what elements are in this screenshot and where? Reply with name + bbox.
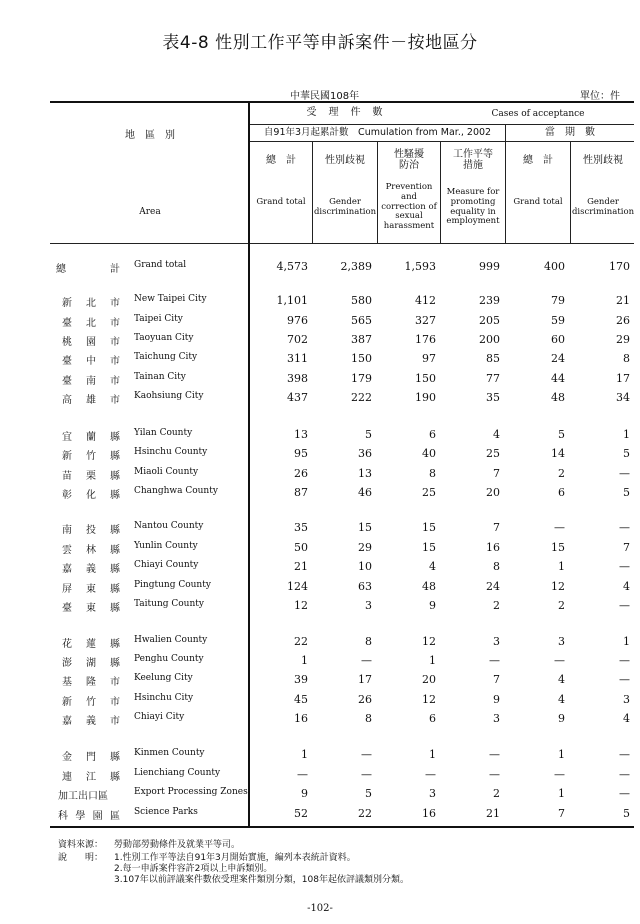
notes [58,840,409,886]
cell-value: — [489,748,500,761]
col-total-zh: 總 計 [266,155,296,166]
col-gender-en: Gender discrimination [313,197,377,217]
cell-value: 16 [294,712,308,725]
cell-value: 14 [551,447,565,460]
cell-value: 5 [623,486,630,499]
cell-value: 702 [287,333,308,346]
cell-value: 1 [301,748,308,761]
cell-value: 6 [429,428,436,441]
cell-value: 124 [287,580,308,593]
row-name-en: Taitung County [134,599,204,609]
col-current-gender-en: Gender discrimination [571,197,635,217]
header-rule-1 [250,124,634,125]
cell-value: 387 [351,333,372,346]
cell-value: 4 [558,693,565,706]
year-label: 中華民國108年 [290,91,360,102]
row-name-en: Nantou County [134,521,204,531]
cell-value: 9 [301,787,308,800]
table-row [0,428,640,444]
row-name-en: Kaohsiung City [134,391,204,401]
row-name-en: Taoyuan City [134,333,194,343]
table-row [0,712,640,728]
page-number: -102- [307,903,333,914]
cell-value: 2 [493,599,500,612]
cell-value: 50 [294,541,308,554]
cell-value: 4 [623,712,630,725]
cell-value: 21 [616,294,630,307]
cell-value: 79 [551,294,565,307]
col-divider-3 [440,141,441,243]
cell-value: — [361,654,372,667]
cell-value: 239 [479,294,500,307]
cell-value: 39 [294,673,308,686]
cell-value: 7 [493,467,500,480]
col-harass-en: Prevention and correction of sexual harassment [381,182,437,232]
cell-value: 12 [422,635,436,648]
row-name-zh: 澎 湖 縣 [62,658,120,669]
cell-value: 8 [493,560,500,573]
cell-value: 85 [486,352,500,365]
cell-value: 1 [623,428,630,441]
cell-value: 77 [486,372,500,385]
cell-value: 190 [415,391,436,404]
cell-value: 2 [558,467,565,480]
cell-value: — [361,748,372,761]
cell-value: 170 [609,260,630,273]
row-name-zh: 科 學 園 區 [58,811,120,822]
cell-value: 222 [351,391,372,404]
cell-value: 40 [422,447,436,460]
cell-value: 5 [365,428,372,441]
row-name-en: Chiayi County [134,560,199,570]
table-row [0,654,640,670]
row-name-zh: 桃 園 市 [62,337,120,348]
cell-value: 976 [287,314,308,327]
cell-value: — [554,521,565,534]
table-row [0,580,640,596]
table-row [0,447,640,463]
acceptance-header-zh: 受 理 件 數 [306,107,384,118]
row-name-zh: 苗 栗 縣 [62,471,120,482]
row-name-zh: 彰 化 縣 [62,490,120,501]
cell-value: 999 [479,260,500,273]
cell-value: 3 [493,712,500,725]
cell-value: 7 [493,521,500,534]
cell-value: 6 [558,486,565,499]
row-name-zh: 連 江 縣 [62,772,120,783]
cell-value: 20 [422,673,436,686]
table-row [0,333,640,349]
cell-value: 5 [365,787,372,800]
cell-value: 1,101 [276,294,308,307]
row-name-en: Yunlin County [134,541,198,551]
table-row [0,467,640,483]
cell-value: 48 [551,391,565,404]
row-name-zh: 雲 林 縣 [62,545,120,556]
cell-value: 15 [422,521,436,534]
table-row [0,599,640,615]
cell-value: 3 [493,635,500,648]
cell-value: 46 [358,486,372,499]
row-name-en: New Taipei City [134,294,207,304]
cell-value: 4 [558,673,565,686]
cell-value: 25 [422,486,436,499]
row-name-en: Yilan County [134,428,193,438]
cell-value: — [489,654,500,667]
cell-value: 179 [351,372,372,385]
cell-value: 4 [429,560,436,573]
cell-value: — [489,768,500,781]
row-name-en: Chiayi City [134,712,185,722]
col-divider-4 [505,124,506,243]
row-name-en: Taipei City [134,314,183,324]
cell-value: 16 [486,541,500,554]
cell-value: 35 [486,391,500,404]
cell-value: 95 [294,447,308,460]
header-bottom-rule [50,243,634,244]
table-row [0,372,640,388]
cell-value: 3 [558,635,565,648]
row-name-en: Grand total [134,260,187,270]
cell-value: 12 [551,580,565,593]
cell-value: 12 [422,693,436,706]
row-name-zh: 新 竹 縣 [62,451,120,462]
cell-value: 34 [616,391,630,404]
cell-value: 200 [479,333,500,346]
cell-value: 1 [429,748,436,761]
cell-value: 4,573 [276,260,308,273]
cell-value: 59 [551,314,565,327]
cell-value: 205 [479,314,500,327]
cell-value: 12 [294,599,308,612]
table-top-rule [50,101,634,103]
cell-value: — [619,748,630,761]
cell-value: 3 [623,693,630,706]
row-name-zh: 基 隆 市 [62,677,120,688]
cell-value: 29 [616,333,630,346]
table-row [0,560,640,576]
cell-value: 36 [358,447,372,460]
row-name-en: Penghu County [134,654,204,664]
cell-value: 4 [623,580,630,593]
cell-value: 1 [623,635,630,648]
cell-value: 7 [623,541,630,554]
cell-value: 20 [486,486,500,499]
cell-value: 26 [294,467,308,480]
cell-value: 52 [294,807,308,820]
row-name-zh: 新 北 市 [62,298,120,309]
table-row [0,486,640,502]
row-name-zh: 嘉 義 縣 [62,564,120,575]
source-label: 資料來源： [58,840,104,850]
cell-value: 1,593 [404,260,436,273]
cell-value: 29 [358,541,372,554]
col-equality-zh: 工作平等措施 [453,149,493,171]
cell-value: 8 [623,352,630,365]
table-row [0,352,640,368]
row-name-en: Export Processing Zones [134,787,248,797]
cell-value: 22 [294,635,308,648]
cell-value: — [619,654,630,667]
note-2: 2.每一申訴案件容許2項以上申訴類別。 [114,864,273,874]
cell-value: — [619,599,630,612]
cell-value: 21 [486,807,500,820]
cell-value: 412 [415,294,436,307]
cell-value: 9 [493,693,500,706]
cell-value: 13 [358,467,372,480]
source-line [58,840,409,851]
source-text: 勞動部勞動條件及就業平等司。 [114,840,241,850]
cell-value: 2,389 [340,260,372,273]
row-name-en: Taichung City [134,352,198,362]
area-header-en: Area [139,207,161,217]
cell-value: 1 [558,787,565,800]
cell-value: 63 [358,580,372,593]
cell-value: — [619,560,630,573]
cell-value: 176 [415,333,436,346]
cell-value: 26 [616,314,630,327]
cell-value: 1 [301,654,308,667]
note-1: 1.性別工作平等法自91年3月開始實施，編列本表統計資料。 [114,853,356,863]
row-name-en: Pingtung County [134,580,211,590]
row-name-en: Keelung City [134,673,193,683]
col-current-total-en: Grand total [513,197,563,207]
row-name-zh: 花 蓮 縣 [62,639,120,650]
cell-value: 13 [294,428,308,441]
cell-value: 9 [558,712,565,725]
cell-value: — [425,768,436,781]
cell-value: 15 [358,521,372,534]
row-name-zh: 嘉 義 市 [62,716,120,727]
table-row [0,807,640,823]
cell-value: 24 [551,352,565,365]
cell-value: — [361,768,372,781]
cell-value: 1 [429,654,436,667]
row-name-en: Science Parks [134,807,198,817]
cell-value: 16 [422,807,436,820]
cumulative-header: 自91年3月起累計數 Cumulation from Mar., 2002 [263,127,492,138]
cell-value: — [619,787,630,800]
cell-value: 3 [429,787,436,800]
row-name-en: Kinmen County [134,748,205,758]
table-row [0,260,640,276]
cell-value: 8 [429,467,436,480]
cell-value: 15 [551,541,565,554]
table-row [0,314,640,330]
table-row [0,787,640,803]
area-header-zh: 地 區 別 [125,130,175,141]
table-bottom-rule [50,826,634,828]
row-name-en: Changhwa County [134,486,218,496]
table-row [0,673,640,689]
cell-value: 7 [558,807,565,820]
cell-value: 25 [486,447,500,460]
acceptance-header-en: Cases of acceptance [491,109,585,119]
row-name-en: Hwalien County [134,635,208,645]
col-total-en: Grand total [256,197,306,207]
cell-value: 1 [558,560,565,573]
row-name-zh: 臺 南 市 [62,376,120,387]
row-name-zh: 屏 東 縣 [62,584,120,595]
row-name-zh: 南 投 縣 [62,525,120,536]
cell-value: — [619,521,630,534]
cell-value: — [554,654,565,667]
cell-value: 60 [551,333,565,346]
cell-value: 150 [415,372,436,385]
cell-value: 97 [422,352,436,365]
note-label: 說 明： [58,853,104,863]
cell-value: 327 [415,314,436,327]
cell-value: 8 [365,712,372,725]
cell-value: 9 [429,599,436,612]
cell-value: 311 [287,352,308,365]
current-period-header: 當 期 數 [545,127,595,138]
cell-value: — [297,768,308,781]
cell-value: 150 [351,352,372,365]
cell-value: 565 [351,314,372,327]
cell-value: 87 [294,486,308,499]
row-name-zh: 高 雄 市 [62,395,120,406]
row-name-zh: 新 竹 市 [62,697,120,708]
cell-value: 17 [616,372,630,385]
col-harass-zh: 性騷擾防治 [394,149,424,171]
cell-value: 10 [358,560,372,573]
cell-value: 400 [544,260,565,273]
col-current-total-zh: 總 計 [523,155,553,166]
table-row [0,541,640,557]
row-name-zh: 總 計 [56,264,120,275]
cell-value: 5 [623,447,630,460]
cell-value: 26 [358,693,372,706]
cell-value: — [619,673,630,686]
cell-value: 24 [486,580,500,593]
row-name-en: Miaoli County [134,467,199,477]
header-rule-2 [250,141,634,142]
cell-value: 8 [365,635,372,648]
row-name-zh: 宜 蘭 縣 [62,432,120,443]
row-name-zh: 加工出口區 [58,791,108,802]
row-name-en: Tainan City [134,372,186,382]
cell-value: 35 [294,521,308,534]
cell-value: 398 [287,372,308,385]
row-name-en: Hsinchu City [134,693,194,703]
cell-value: 1 [558,748,565,761]
col-divider-2 [377,141,378,243]
row-name-en: Lienchiang County [134,768,221,778]
col-current-gender-zh: 性別歧視 [583,155,623,166]
cell-value: 2 [558,599,565,612]
col-gender-zh: 性別歧視 [325,155,365,166]
cell-value: 580 [351,294,372,307]
table-row [0,391,640,407]
note-3: 3.107年以前評議案件數依受理案件類別分類，108年起依評議類別分類。 [114,875,409,885]
cell-value: 45 [294,693,308,706]
cell-value: — [554,768,565,781]
table-row [0,693,640,709]
cell-value: — [619,467,630,480]
row-name-zh: 金 門 縣 [62,752,120,763]
row-name-zh: 臺 東 縣 [62,603,120,614]
cell-value: 6 [429,712,436,725]
cell-value: 3 [365,599,372,612]
note-line-1 [58,853,409,864]
table-row [0,521,640,537]
cell-value: 7 [493,673,500,686]
col-equality-en: Measure for promoting equality in employment [446,187,500,227]
row-name-en: Hsinchu County [134,447,208,457]
cell-value: 4 [493,428,500,441]
cell-value: 5 [623,807,630,820]
page-title: 表4-8 性別工作平等申訴案件－按地區分 [162,33,478,53]
cell-value: 5 [558,428,565,441]
unit-label: 單位：件 [580,91,620,102]
cell-value: 437 [287,391,308,404]
row-name-zh: 臺 北 市 [62,318,120,329]
cell-value: 48 [422,580,436,593]
cell-value: 15 [422,541,436,554]
cell-value: — [619,768,630,781]
table-row [0,768,640,784]
table-row [0,748,640,764]
table-row [0,294,640,310]
table-row [0,635,640,651]
cell-value: 22 [358,807,372,820]
cell-value: 44 [551,372,565,385]
cell-value: 17 [358,673,372,686]
cell-value: 21 [294,560,308,573]
row-name-zh: 臺 中 市 [62,356,120,367]
cell-value: 2 [493,787,500,800]
